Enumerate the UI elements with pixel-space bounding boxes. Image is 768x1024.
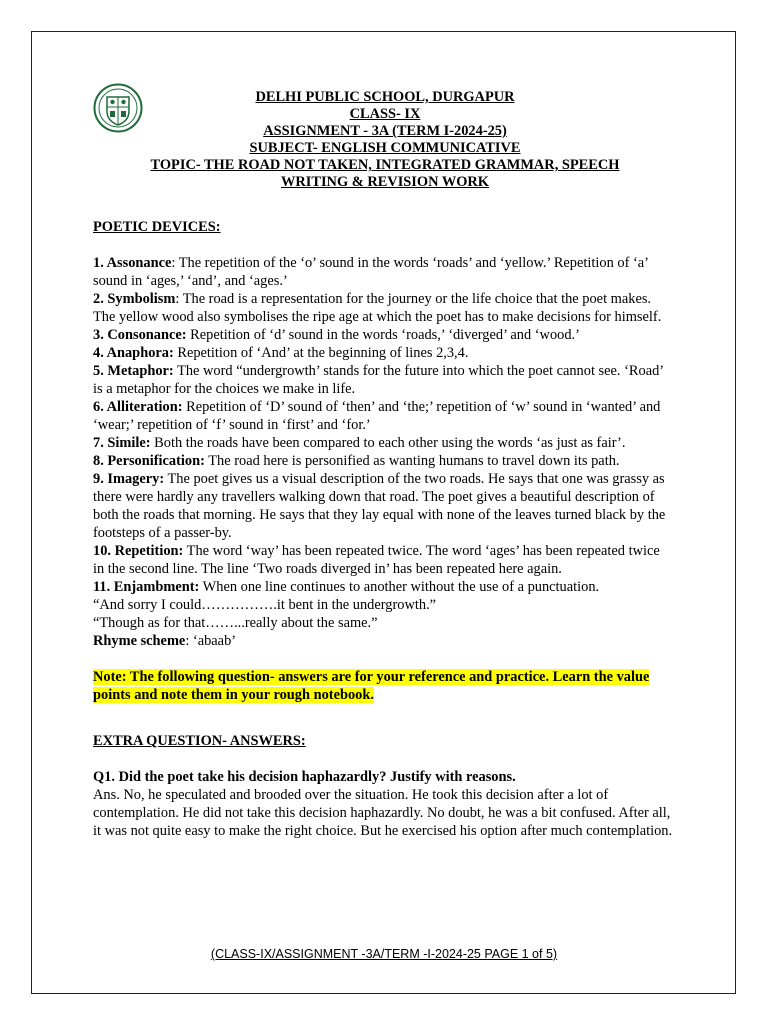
subject-line: SUBJECT- ENGLISH COMMUNICATIVE [249, 140, 521, 156]
poetic-device-text: Repetition of ‘And’ at the beginning of lines 2,3,4. [173, 345, 469, 361]
class-line: CLASS- IX [349, 106, 421, 122]
assignment-line: ASSIGNMENT - 3A (TERM I-2024-25) [263, 123, 507, 139]
poetic-device-label: 5. Metaphor: [93, 363, 174, 379]
poetic-device-text: The word ‘way’ has been repeated twice. The word ‘ages’ has been repeated twice in the second line. The line ‘Two roads diverged in’ has been repeated here again. [93, 543, 660, 577]
poetic-device-text: The repetition of the ‘o’ sound in the words ‘roads’ and ‘yellow.’ Repetition of ‘a’ sound in ‘ages,’ ‘and’, and ‘ages.’ [93, 255, 648, 289]
poetic-device-item [93, 362, 673, 398]
poetic-device-item [93, 254, 673, 290]
question-1: Q1. Did the poet take his decision haphazardly? Justify with reasons. [93, 769, 516, 785]
quote-2: “Though as for that……...really about the same.” [93, 615, 378, 631]
poetic-device-label: 1. Assonance [93, 255, 172, 271]
note-block [93, 668, 673, 704]
poetic-device-separator: : [175, 291, 180, 307]
poetic-device-item [93, 434, 673, 452]
poetic-device-item [93, 470, 673, 542]
extra-qa-heading: EXTRA QUESTION- ANSWERS: [93, 733, 306, 749]
school-name: DELHI PUBLIC SCHOOL, DURGAPUR [255, 89, 515, 105]
note-text: Note: The following question- answers are for your reference and practice. Learn the value points and note them in your rough notebook. [93, 669, 650, 703]
poetic-device-label: 8. Personification: [93, 453, 205, 469]
poetic-device-text: Repetition of ‘d’ sound in the words ‘roads,’ ‘diverged’ and ‘wood.’ [186, 327, 580, 343]
poetic-devices-list [93, 254, 673, 596]
poetic-device-label: 9. Imagery: [93, 471, 165, 487]
footer-text: (CLASS-IX/ASSIGNMENT -3A/TERM -I-2024-25 PAGE 1 of 5) [210, 947, 558, 961]
document-body [93, 218, 673, 840]
poetic-device-text: When one line continues to another without the use of a punctuation. [199, 579, 600, 595]
poetic-device-text: The poet gives us a visual description of the two roads. He says that one was grassy as there were hardly any travellers walking down that road. The poet gives a beautiful description of both the roads that morning. He says that they lay equal with none of the leaves turned black by the footsteps of a passer-by. [93, 471, 666, 541]
poetic-device-label: 3. Consonance: [93, 327, 187, 343]
document-header [92, 89, 678, 191]
poetic-device-item [93, 578, 673, 596]
poetic-device-text: The road is a representation for the journey or the life choice that the poet makes. The yellow wood also symbolises the ripe age at which the poet has to make decisions for himself. [93, 291, 662, 325]
poetic-device-text: Repetition of ‘D’ sound of ‘then’ and ‘the;’ repetition of ‘w’ sound in ‘wanted’ and ‘wear;’ repetition of ‘f’ sound in ‘first’ and ‘for.’ [93, 399, 661, 433]
poetic-device-separator: : [171, 255, 176, 271]
poetic-device-text: Both the roads have been compared to each other using the words ‘as just as fair’. [150, 435, 626, 451]
quote-1: “And sorry I could…………….it bent in the undergrowth.” [93, 597, 437, 613]
poetic-device-label: 2. Symbolism [93, 291, 176, 307]
poetic-device-label: 11. Enjambment: [93, 579, 200, 595]
poetic-device-label: 4. Anaphora: [93, 345, 174, 361]
rhyme-scheme-label: Rhyme scheme [93, 633, 186, 649]
rhyme-scheme [93, 632, 673, 650]
poetic-device-label: 10. Repetition: [93, 543, 184, 559]
poetic-device-item [93, 398, 673, 434]
poetic-device-item [93, 290, 673, 326]
answer-1: Ans. No, he speculated and brooded over the situation. He took this decision after a lot of contemplation. He did not take this decision haphazardly. No doubt, he was a bit confused. After all, it was not quite easy to make the right choice. But he exercised his option after much contemplation. [93, 787, 673, 839]
poetic-device-text: The word “undergrowth’ stands for the future into which the poet cannot see. ‘Road’ is a metaphor for the choices we make in life. [93, 363, 664, 397]
poetic-devices-heading: POETIC DEVICES: [93, 219, 221, 235]
poetic-device-label: 7. Simile: [93, 435, 151, 451]
poetic-device-text: The road here is personified as wanting humans to travel down its path. [204, 453, 620, 469]
poetic-device-item [93, 542, 673, 578]
poetic-device-item [93, 452, 673, 470]
rhyme-scheme-value: : ‘abaab’ [185, 633, 237, 649]
topic-line-1: TOPIC- THE ROAD NOT TAKEN, INTEGRATED GRAMMAR, SPEECH [150, 157, 620, 173]
poetic-device-item [93, 326, 673, 344]
poetic-device-item [93, 344, 673, 362]
poetic-device-label: 6. Alliteration: [93, 399, 183, 415]
topic-line-2: WRITING & REVISION WORK [280, 174, 490, 190]
page-footer [0, 947, 768, 961]
